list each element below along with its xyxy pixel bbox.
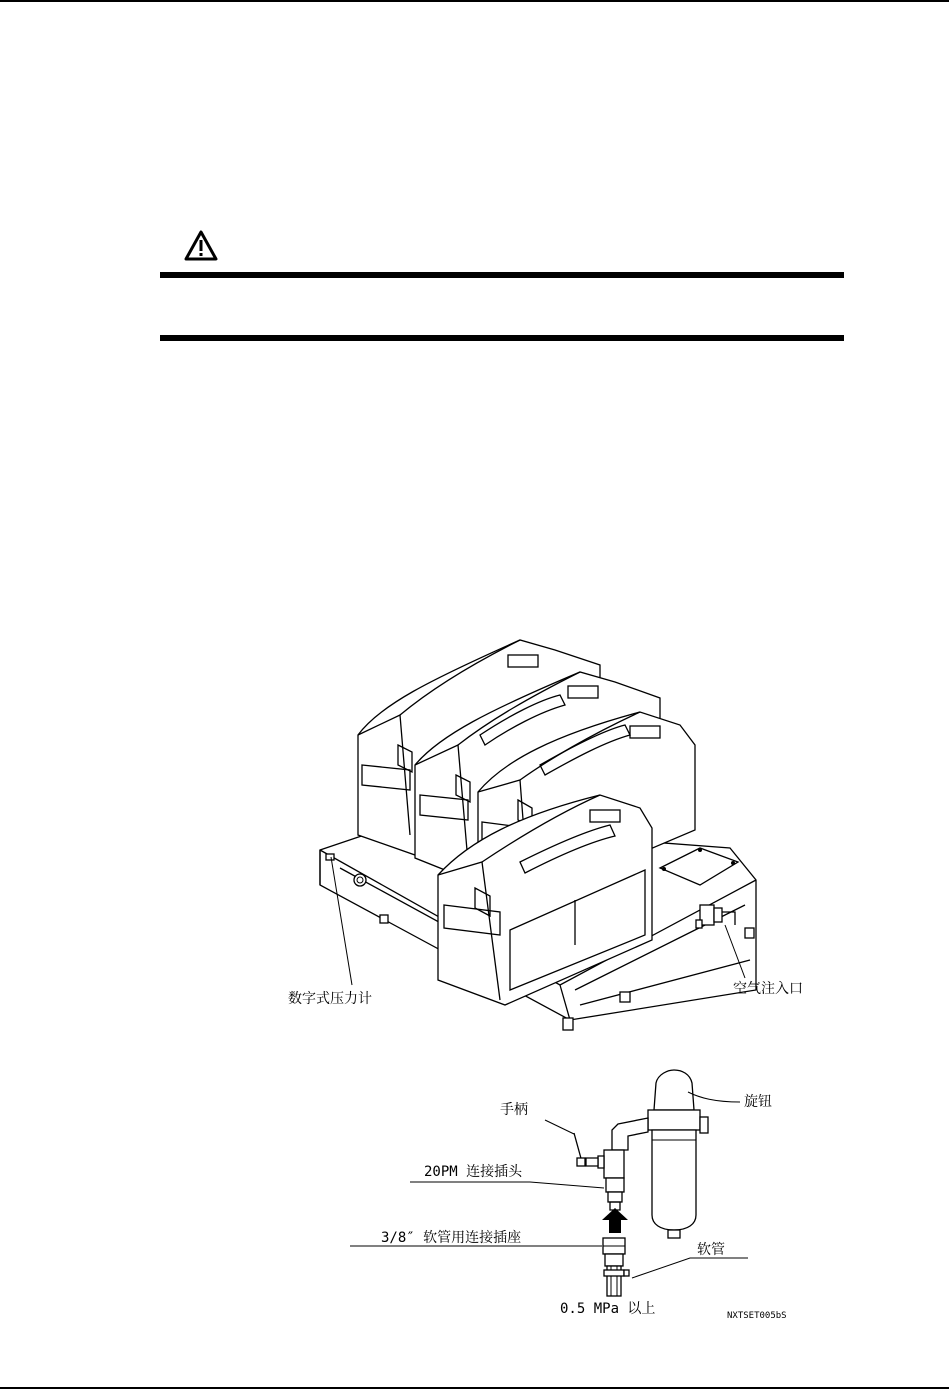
hose-socket-label: 3/8″ 软管用连接插座 — [381, 1230, 522, 1246]
knob-label: 旋钮 — [744, 1094, 772, 1110]
hose-leader — [632, 1258, 748, 1278]
air-connection-drawing — [574, 1070, 708, 1296]
pressure-label: 0.5 MPa 以上 — [560, 1301, 656, 1317]
hose-label: 软管 — [697, 1242, 725, 1258]
handle-leader — [545, 1120, 574, 1134]
handle-label: 手柄 — [500, 1102, 528, 1118]
connector-plug-label: 20PM 连接插头 — [424, 1164, 523, 1180]
air-inlet-label: 空气注入口 — [733, 981, 803, 997]
knob-leader — [688, 1092, 740, 1102]
bottom-rule — [0, 1387, 949, 1389]
digital-gauge-label: 数字式压力计 — [288, 991, 372, 1007]
machine-drawing — [320, 640, 756, 1030]
figure-code: NXTSET005bS — [727, 1311, 787, 1321]
connector-plug-leader — [410, 1182, 604, 1188]
